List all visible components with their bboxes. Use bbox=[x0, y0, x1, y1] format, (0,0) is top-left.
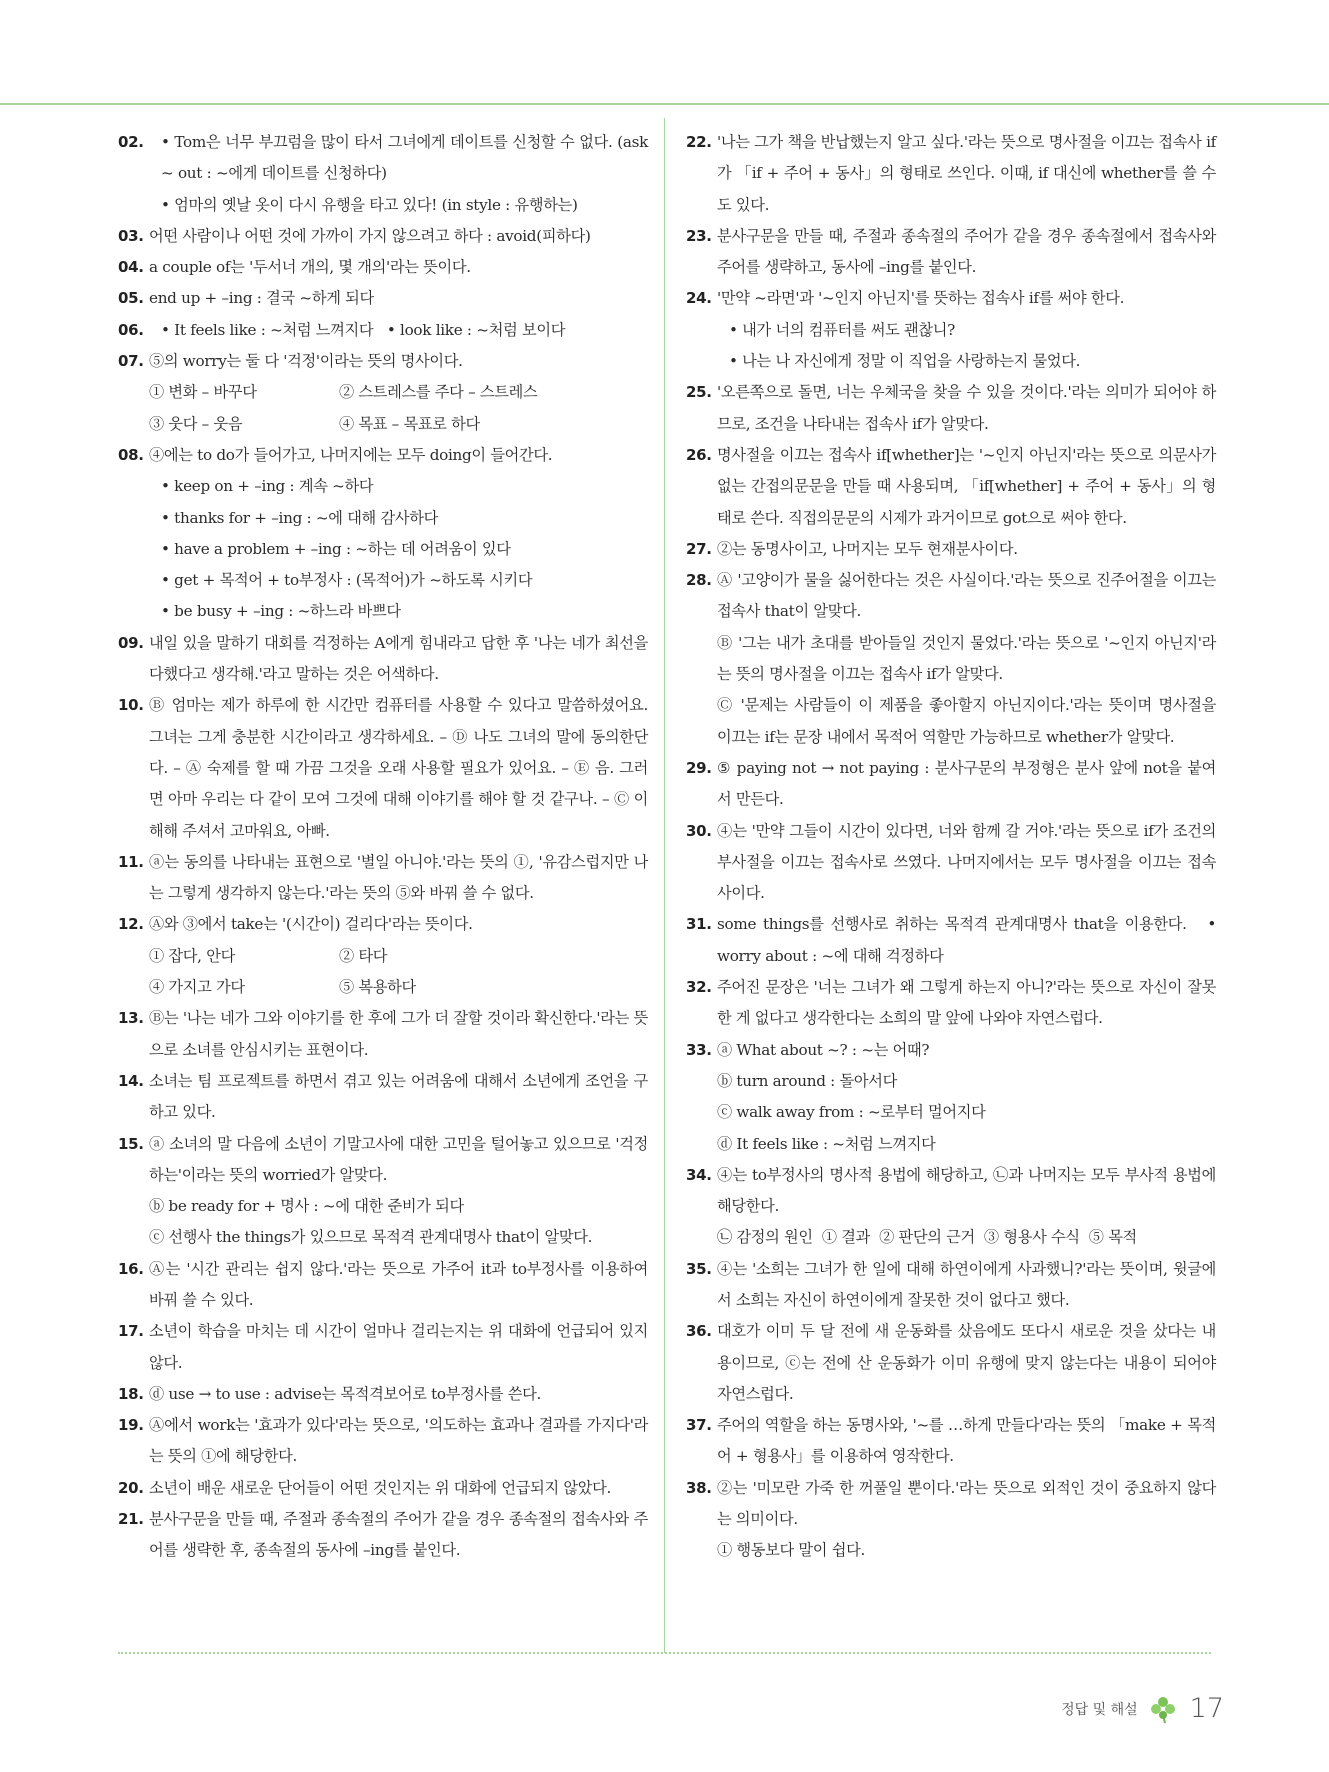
item-line: 소년이 학습을 마치는 데 시간이 얼마나 걸리는지는 위 대화에 언급되어 있지 않다. bbox=[149, 1322, 653, 1372]
item-number: 07. bbox=[118, 352, 144, 371]
item-line: • It feels like : ~처럼 느껴지다 • look like : ~처럼 보이다 bbox=[161, 320, 566, 339]
item-number: 08. bbox=[118, 445, 144, 464]
item-number: 36. bbox=[686, 1322, 712, 1341]
item-line: • 내가 너의 컴퓨터를 써도 괜찮니? bbox=[729, 320, 955, 339]
answer-item bbox=[118, 1504, 648, 1567]
item-number: 27. bbox=[686, 539, 712, 558]
item-number: 30. bbox=[686, 821, 712, 840]
answer-item bbox=[118, 690, 653, 846]
item-line: ⑤ paying not → not paying : 분사구문의 부정형은 분사 앞에 not을 붙여서 만든다. bbox=[717, 758, 1216, 809]
answer-item bbox=[686, 1160, 1221, 1254]
item-line: • have a problem + –ing : ~하는 데 어려움이 있다 bbox=[161, 539, 511, 558]
column-divider bbox=[664, 118, 665, 1653]
item-number: 03. bbox=[118, 226, 144, 245]
answer-item bbox=[118, 909, 648, 1003]
answer-item bbox=[686, 1254, 1216, 1317]
item-number: 15. bbox=[118, 1134, 144, 1153]
choice-item: ⑤ 복용하다 bbox=[339, 978, 416, 997]
item-line: 소녀는 팀 프로젝트를 하면서 겪고 있는 어려움에 대해서 소년에게 조언을 구하고 있다. bbox=[149, 1071, 648, 1122]
choice-item: ④ 목표 – 목표로 하다 bbox=[339, 414, 480, 433]
item-number: 11. bbox=[118, 852, 144, 871]
item-number: 21. bbox=[118, 1510, 144, 1529]
choice-item: ④ 가지고 가다 bbox=[149, 978, 245, 997]
item-number: 34. bbox=[686, 1165, 712, 1184]
item-line: ⓐ 소녀의 말 다음에 소년이 기말고사에 대한 고민을 털어놓고 있으므로 '걱정하는'이라는 뜻의 worried가 알맞다. bbox=[149, 1134, 648, 1184]
choice-row bbox=[149, 941, 648, 972]
item-number: 12. bbox=[118, 915, 144, 934]
item-number: 04. bbox=[118, 258, 144, 277]
answer-item bbox=[686, 1316, 1221, 1410]
item-line: a couple of는 '두서너 개의, 몇 개의'라는 뜻이다. bbox=[149, 258, 471, 277]
item-line: Ⓑ 엄마는 제가 하루에 한 시간만 컴퓨터를 사용할 수 있다고 말씀하셨어요. 그녀는 그게 충분한 시간이라고 생각하세요. – Ⓓ 나도 그녀의 말에 동의한단다. – Ⓐ 숙제를 할 때 가끔 그것을 오래 사용할 필요가 있어요. – Ⓔ 음. 그러면 아마 우리는 다 같이 모여 그것에 대해 이야기를 해야 할 것 같구나. – Ⓒ 이해해 주셔서 고마워요, 아빠. bbox=[149, 696, 653, 840]
answer-item bbox=[118, 628, 653, 691]
item-line: ⓒ 선행사 the things가 있으므로 목적격 관계대명사 that이 알맞다. bbox=[149, 1228, 593, 1247]
answer-item bbox=[118, 1254, 653, 1317]
answer-item bbox=[686, 377, 1216, 440]
page-number: 17 bbox=[1189, 1693, 1224, 1724]
item-number: 26. bbox=[686, 445, 712, 464]
answer-item bbox=[118, 1066, 648, 1129]
item-line: • get + 목적어 + to부정사 : (목적어)가 ~하도록 시키다 bbox=[161, 571, 533, 590]
item-line: • keep on + –ing : 계속 ~하다 bbox=[161, 477, 374, 496]
item-line: '만약 ~라면'과 '~인지 아닌지'를 뜻하는 접속사 if를 써야 한다. bbox=[717, 289, 1125, 308]
item-line: Ⓑ는 '나는 네가 그와 이야기를 한 후에 그가 더 잘할 것이라 확신한다.'라는 뜻으로 소녀를 안심시키는 표현이다. bbox=[149, 1009, 648, 1059]
item-number: 29. bbox=[686, 758, 712, 777]
item-number: 20. bbox=[118, 1478, 144, 1497]
answer-item bbox=[686, 1473, 1216, 1567]
item-line: • 엄마의 옛날 옷이 다시 유행을 타고 있다! (in style : 유행하는) bbox=[161, 195, 578, 214]
item-line: 내일 있을 말하기 대회를 걱정하는 A에게 힘내라고 답한 후 '나는 네가 최선을 다했다고 생각해.'라고 말하는 것은 어색하다. bbox=[149, 633, 653, 684]
answer-item bbox=[118, 1410, 648, 1473]
answer-item bbox=[686, 565, 1221, 753]
item-number: 33. bbox=[686, 1040, 712, 1059]
item-line: '나는 그가 책을 반납했는지 알고 싶다.'라는 뜻으로 명사절을 이끄는 접속사 if가 「if + 주어 + 동사」의 형태로 쓰인다. 이때, if 대신에 whether를 쓸 수도 있다. bbox=[717, 133, 1216, 214]
item-line: 대호가 이미 두 달 전에 새 운동화를 샀음에도 또다시 새로운 것을 샀다는 내용이므로, ⓒ는 전에 산 운동화가 이미 유행에 맞지 않는다는 내용이 되어야 자연스럽다. bbox=[717, 1322, 1221, 1403]
item-line: Ⓐ에서 work는 '효과가 있다'라는 뜻으로, '의도하는 효과나 결과를 가지다'라는 뜻의 ①에 해당한다. bbox=[149, 1416, 648, 1466]
item-number: 25. bbox=[686, 383, 712, 402]
item-line: Ⓒ '문제는 사람들이 이 제품을 좋아할지 아닌지이다.'라는 뜻이며 명사절을 이끄는 if는 문장 내에서 목적어 역할만 가능하므로 whether가 알맞다. bbox=[717, 696, 1221, 746]
item-number: 13. bbox=[118, 1009, 144, 1028]
bottom-dotted-rule bbox=[118, 1652, 1211, 1654]
item-line: ⓑ turn around : 돌아서다 bbox=[717, 1071, 897, 1090]
item-line: 분사구문을 만들 때, 주절과 종속절의 주어가 같을 경우 종속절에서 접속사와 주어를 생략하고, 동사에 –ing를 붙인다. bbox=[717, 226, 1221, 277]
answer-item bbox=[686, 534, 1216, 565]
item-line: ④는 '만약 그들이 시간이 있다면, 너와 함께 갈 거야.'라는 뜻으로 if가 조건의 부사절을 이끄는 접속사로 쓰였다. 나머지에서는 모두 명사절을 이끄는 접속사이다. bbox=[717, 821, 1221, 903]
item-line: '오른쪽으로 돌면, 너는 우체국을 찾을 수 있을 것이다.'라는 의미가 되어야 하므로, 조건을 나타내는 접속사 if가 알맞다. bbox=[717, 383, 1216, 433]
item-line: 주어진 문장은 '너는 그녀가 왜 그렇게 하는지 아니?'라는 뜻으로 자신이 잘못한 게 없다고 생각한다는 소희의 말 앞에 나와야 자연스럽다. bbox=[717, 978, 1216, 1028]
item-number: 02. bbox=[118, 133, 144, 151]
answer-item bbox=[686, 1410, 1216, 1473]
item-number: 14. bbox=[118, 1071, 144, 1090]
item-line: ⓒ walk away from : ~로부터 멀어지다 bbox=[717, 1103, 986, 1122]
item-line: ④는 '소희는 그녀가 한 일에 대해 하연이에게 사과했니?'라는 뜻이며, 윗글에서 소희는 자신이 하연이에게 잘못한 것이 없다고 했다. bbox=[717, 1259, 1216, 1309]
item-line: • 나는 나 자신에게 정말 이 직업을 사랑하는지 물었다. bbox=[729, 352, 1081, 371]
item-line: ⓑ be ready for + 명사 : ~에 대한 준비가 되다 bbox=[149, 1197, 464, 1216]
item-line: ⓓ use → to use : advise는 목적격보어로 to부정사를 쓴다. bbox=[149, 1384, 542, 1403]
item-number: 06. bbox=[118, 320, 144, 339]
item-line: ⓐ는 동의를 나타내는 표현으로 '별일 아니야.'라는 뜻의 ①, '유감스럽지만 나는 그렇게 생각하지 않는다.'라는 뜻의 ⑤와 바꿔 쓸 수 없다. bbox=[149, 852, 648, 903]
item-line: • Tom은 너무 부끄럼을 많이 타서 그녀에게 데이트를 신청할 수 없다. (ask ~ out : ~에게 데이트를 신청하다) bbox=[161, 133, 653, 183]
answer-item bbox=[686, 127, 1216, 221]
answer-item bbox=[118, 1379, 648, 1410]
answer-item bbox=[118, 847, 648, 910]
choice-item: ③ 웃다 – 웃음 bbox=[149, 414, 243, 433]
item-line: • thanks for + –ing : ~에 대해 감사하다 bbox=[161, 508, 438, 527]
item-line: Ⓑ '그는 내가 초대를 받아들일 것인지 물었다.'라는 뜻으로 '~인지 아닌지'라는 뜻의 명사절을 이끄는 접속사 if가 알맞다. bbox=[717, 633, 1216, 684]
answer-item bbox=[118, 440, 648, 628]
answer-item bbox=[686, 1035, 1216, 1160]
answer-item bbox=[686, 816, 1221, 910]
item-line: ⓐ What about ~? : ~는 어때? bbox=[717, 1040, 930, 1059]
item-line: end up + –ing : 결국 ~하게 되다 bbox=[149, 289, 374, 308]
left-column bbox=[118, 127, 653, 1567]
item-number: 37. bbox=[686, 1416, 712, 1435]
choice-item: ② 타다 bbox=[339, 946, 388, 965]
item-number: 35. bbox=[686, 1259, 712, 1278]
answer-item bbox=[118, 346, 648, 440]
answer-item bbox=[686, 972, 1216, 1035]
item-line: Ⓐ '고양이가 물을 싫어한다는 것은 사실이다.'라는 뜻으로 진주어절을 이끄는 접속사 that이 알맞다. bbox=[717, 571, 1221, 621]
answer-item bbox=[686, 283, 1216, 377]
item-line: ⑤의 worry는 둘 다 '걱정'이라는 뜻의 명사이다. bbox=[149, 352, 463, 371]
page-footer bbox=[1061, 1693, 1224, 1724]
item-line: 분사구문을 만들 때, 주절과 종속절의 주어가 같을 경우 종속절의 접속사와 주어를 생략한 후, 종속절의 동사에 –ing를 붙인다. bbox=[149, 1510, 648, 1560]
choice-row bbox=[149, 972, 648, 1003]
item-line: ① 행동보다 말이 쉽다. bbox=[717, 1541, 865, 1560]
item-line: Ⓐ는 '시간 관리는 쉽지 않다.'라는 뜻으로 가주어 it과 to부정사를 이용하여 바꿔 쓸 수 있다. bbox=[149, 1259, 653, 1309]
answer-item bbox=[118, 283, 648, 314]
choice-row bbox=[149, 409, 648, 440]
item-number: 19. bbox=[118, 1416, 144, 1435]
answer-item bbox=[686, 909, 1221, 972]
clover-leaf-icon bbox=[1148, 1694, 1178, 1724]
answer-item bbox=[118, 252, 648, 283]
item-number: 18. bbox=[118, 1384, 144, 1403]
item-line: ④에는 to do가 들어가고, 나머지에는 모두 doing이 들어간다. bbox=[149, 445, 553, 464]
item-number: 32. bbox=[686, 978, 712, 997]
item-line: ④는 to부정사의 명사적 용법에 해당하고, ㉡과 나머지는 모두 부사적 용법에 해당한다. bbox=[717, 1165, 1221, 1216]
answer-item bbox=[118, 1129, 648, 1254]
item-line: ㉡ 감정의 원인 ① 결과 ② 판단의 근거 ③ 형용사 수식 ⑤ 목적 bbox=[717, 1228, 1137, 1247]
choice-item: ① 변화 – 바꾸다 bbox=[149, 383, 257, 402]
item-number: 17. bbox=[118, 1322, 144, 1341]
item-number: 09. bbox=[118, 633, 144, 652]
item-number: 05. bbox=[118, 289, 144, 308]
item-number: 31. bbox=[686, 915, 712, 934]
item-line: Ⓐ와 ③에서 take는 '(시간이) 걸리다'라는 뜻이다. bbox=[149, 915, 473, 934]
footer-label: 정답 및 해설 bbox=[1061, 1701, 1138, 1718]
top-rule bbox=[0, 103, 1329, 105]
item-number: 23. bbox=[686, 226, 712, 245]
right-column bbox=[686, 127, 1221, 1567]
item-number: 22. bbox=[686, 133, 712, 151]
answer-item bbox=[686, 440, 1221, 534]
item-line: • be busy + –ing : ~하느라 바쁘다 bbox=[161, 602, 401, 621]
item-line: ②는 동명사이고, 나머지는 모두 현재분사이다. bbox=[717, 539, 1018, 558]
answer-item bbox=[118, 1473, 648, 1504]
choice-item: ① 잡다, 안다 bbox=[149, 946, 235, 965]
item-number: 38. bbox=[686, 1478, 712, 1497]
item-number: 16. bbox=[118, 1259, 144, 1278]
answer-item bbox=[686, 221, 1221, 284]
item-line: ②는 '미모란 가죽 한 꺼풀일 뿐이다.'라는 뜻으로 외적인 것이 중요하지 않다는 의미이다. bbox=[717, 1478, 1216, 1529]
item-number: 28. bbox=[686, 571, 712, 590]
item-number: 24. bbox=[686, 289, 712, 308]
answer-item bbox=[118, 221, 648, 252]
answer-item bbox=[118, 315, 648, 346]
answer-item bbox=[118, 1003, 648, 1066]
answer-item bbox=[118, 1316, 653, 1379]
choice-item: ② 스트레스를 주다 – 스트레스 bbox=[339, 383, 538, 402]
item-line: ⓓ It feels like : ~처럼 느껴지다 bbox=[717, 1134, 936, 1153]
item-line: 소년이 배운 새로운 단어들이 어떤 것인지는 위 대화에 언급되지 않았다. bbox=[149, 1478, 612, 1497]
answer-item bbox=[686, 753, 1216, 816]
answer-item bbox=[118, 127, 653, 221]
item-line: 주어의 역할을 하는 동명사와, '~를 …하게 만들다'라는 뜻의 「make + 목적어 + 형용사」를 이용하여 영작한다. bbox=[717, 1416, 1216, 1466]
choice-row bbox=[149, 377, 648, 408]
item-line: 명사절을 이끄는 접속사 if[whether]는 '~인지 아닌지'라는 뜻으로 의문사가 없는 간접의문문을 만들 때 사용되며, 「if[whether] + 주어 + 동사」의 형태로 쓴다. 직접의문문의 시제가 과거이므로 got으로 써야 한다. bbox=[717, 445, 1221, 527]
item-line: 어떤 사람이나 어떤 것에 가까이 가지 않으려고 하다 : avoid(피하다) bbox=[149, 226, 591, 245]
item-line: some things를 선행사로 취하는 목적격 관계대명사 that을 이용한다. • worry about : ~에 대해 걱정하다 bbox=[717, 915, 1221, 965]
item-number: 10. bbox=[118, 696, 144, 715]
